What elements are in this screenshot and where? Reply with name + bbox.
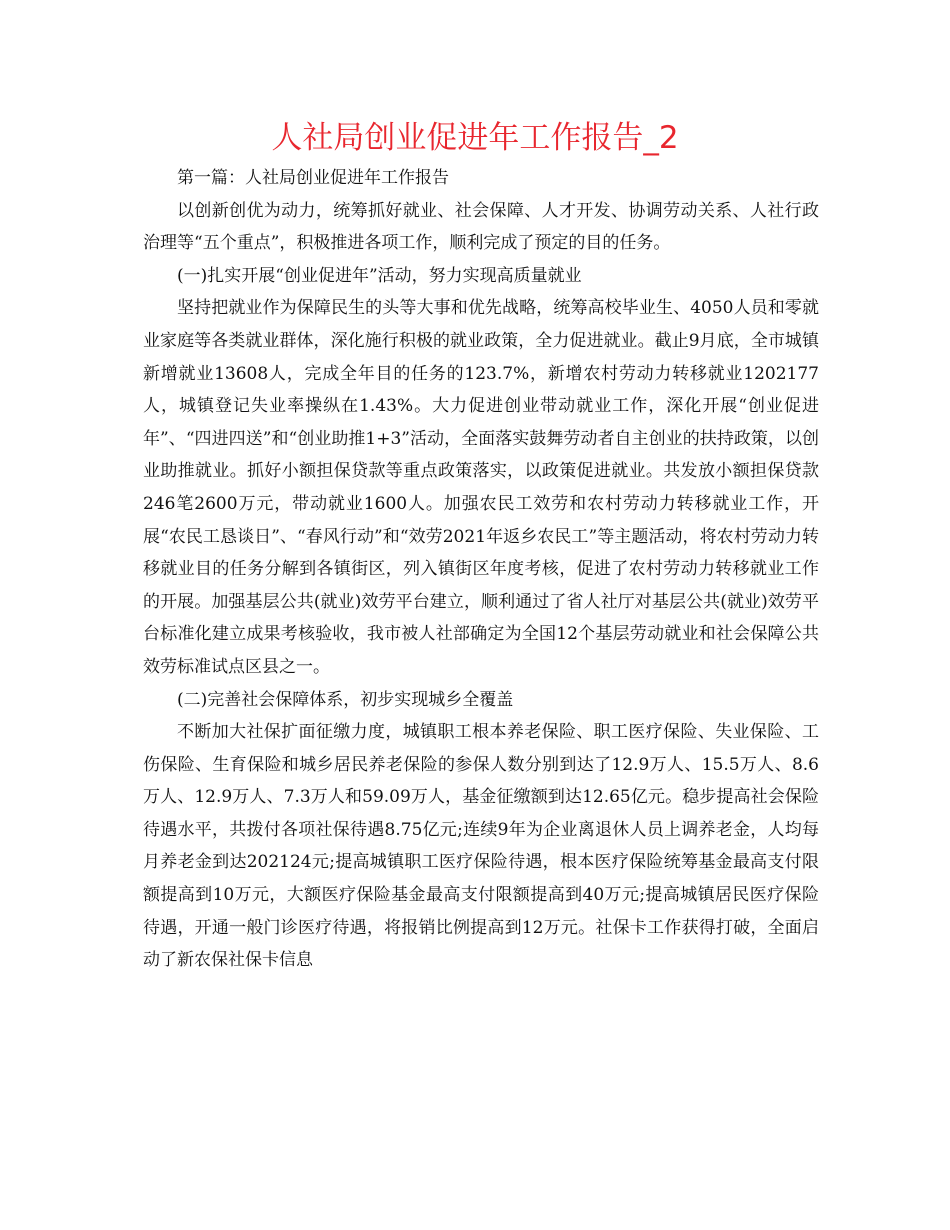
employment-paragraph: 坚持把就业作为保障民生的头等大事和优先战略，统筹高校毕业生、4050人员和零就业家庭等各类就业群体，深化施行积极的就业政策，全力促进就业。截止9月底，全市城镇新增就业13608人，完成全年目的任务的123.7%，新增农村劳动力转移就业1202177人，城镇登记失业率操纵在1.43%。大力促进创业带动就业工作，深化开展“创业促进年”、“四进四送”和“创业助推1+3”活动，全面落实鼓舞劳动者自主创业的扶持政策，以创业助推就业。抓好小额担保贷款等重点政策落实，以政策促进就业。共发放小额担保贷款246笔2600万元，带动就业1600人。加强农民工效劳和农村劳动力转移就业工作，开展“农民工恳谈日”、“春风行动”和“效劳2021年返乡农民工”等主题活动，将农村劳动力转移就业目的任务分解到各镇街区，列入镇街区年度考核，促进了农村劳动力转移就业工作的开展。加强基层公共(就业)效劳平台建立，顺利通过了省人社厅对基层公共(就业)效劳平台标准化建立成果考核验收，我市被人社部确定为全国12个基层劳动就业和社会保障公共效劳标准试点区县之一。	[143, 298, 819, 677]
section-heading-social-security: (二)完善社会保障体系，初步实现城乡全覆盖	[177, 689, 514, 710]
document-title: 人社局创业促进年工作报告_2	[271, 120, 679, 156]
intro-paragraph: 以创新创优为动力，统筹抓好就业、社会保障、人才开发、协调劳动关系、人社行政治理等“五个重点”，积极推进各项工作，顺利完成了预定的目的任务。	[143, 200, 819, 254]
document-body	[143, 162, 819, 977]
section-heading-part-one: 第一篇：人社局创业促进年工作报告	[177, 168, 449, 188]
social-security-paragraph: 不断加大社保扩面征缴力度，城镇职工根本养老保险、职工医疗保险、失业保险、工伤保险、生育保险和城乡居民养老保险的参保人数分别到达了12.9万人、15.5万人、8.6万人、12.9万人、7.3万人和59.09万人，基金征缴额到达12.65亿元。稳步提高社会保险待遇水平，共拨付各项社保待遇8.75亿元;连续9年为企业离退休人员上调养老金，人均每月养老金到达202124元;提高城镇职工医疗保险待遇，根本医疗保险统筹基金最高支付限额提高到10万元，大额医疗保险基金最高支付限额提高到40万元;提高城镇居民医疗保险待遇，开通一般门诊医疗待遇，将报销比例提高到12万元。社保卡工作获得打破，全面启动了新农保社保卡信息	[143, 722, 819, 971]
section-heading-employment: (一)扎实开展“创业促进年”活动，努力实现高质量就业	[177, 265, 582, 286]
